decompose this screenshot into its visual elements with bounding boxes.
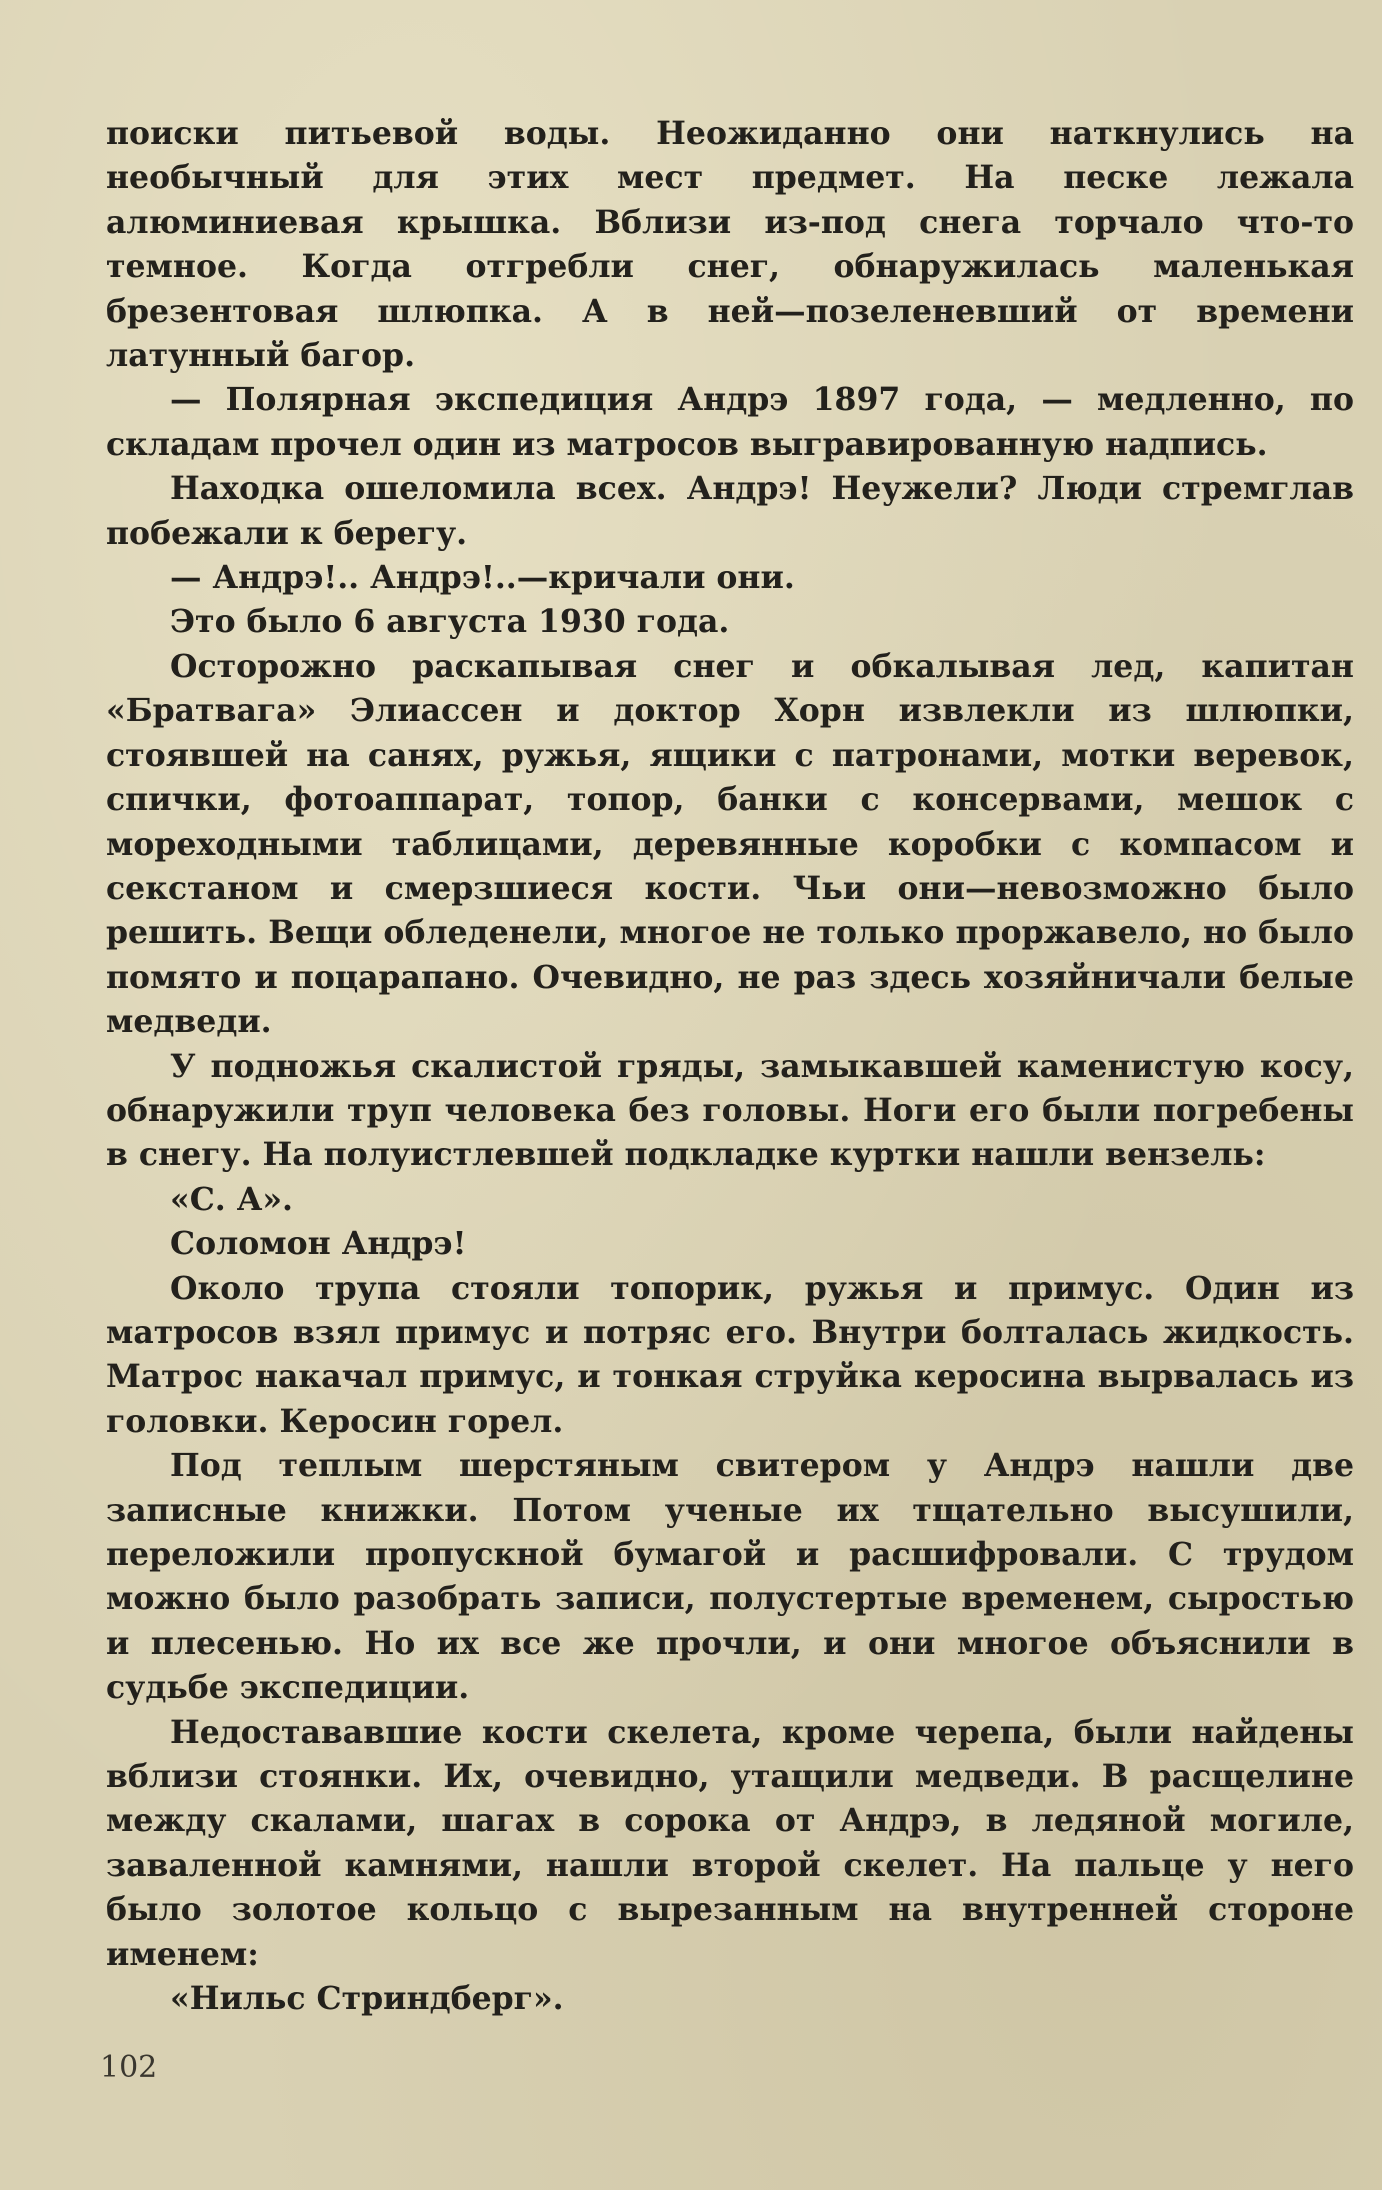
page-number: 102	[100, 2050, 158, 2085]
paragraph-4: — Андрэ!.. Андрэ!..—кричали они.	[170, 559, 795, 597]
paragraph-12: Недостававшие кости скелета, кроме черепа, были найдены вблизи стоянки. Их, очевидно, утащили медведи. В расщелине между скалами, шагах в сорока от Андрэ, в ледяной могиле, заваленной камнями, нашли второй скелет. На пальце у него было золотое кольцо с вырезанным на внутренней стороне именем:	[106, 1713, 1354, 1973]
page-text	[106, 112, 1354, 2021]
paragraph-2: — Полярная экспедиция Андрэ 1897 года, — медленно, по складам прочел один из матросов выгравированную надпись.	[106, 381, 1354, 463]
paragraph-6: Осторожно раскапывая снег и обкалывая лед, капитан «Братвага» Элиассен и доктор Хорн извлекли из шлюпки, стоявшей на санях, ружья, ящики с патронами, мотки веревок, спички, фотоаппарат, топор, банки с консервами, мешок с мореходными таблицами, деревянные коробки с компасом и секстаном и смерзшиеся кости. Чьи они—невозможно было решить. Вещи обледенели, многое не только проржавело, но было помято и поцарапано. Очевидно, не раз здесь хозяйничали белые медведи.	[106, 647, 1354, 1041]
paragraph-3: Находка ошеломила всех. Андрэ! Неужели? Люди стремглав побежали к берегу.	[106, 470, 1354, 552]
paragraph-1: поиски питьевой воды. Неожиданно они наткнулись на необычный для этих мест предмет. На песке лежала алюминиевая крышка. Вблизи из-под снега торчало что-то темное. Когда отгребли снег, обнаружилась маленькая брезентовая шлюпка. А в ней—позеленевший от времени латунный багор.	[106, 115, 1354, 375]
paragraph-7: У подножья скалистой гряды, замыкавшей каменистую косу, обнаружили труп человека без головы. Ноги его были погребены в снегу. На полуистлевшей подкладке куртки нашли вензель:	[106, 1047, 1354, 1174]
paragraph-11: Под теплым шерстяным свитером у Андрэ нашли две записные книжки. Потом ученые их тщательно высушили, переложили пропускной бумагой и расшифровали. С трудом можно было разобрать записи, полустертые временем, сыростью и плесенью. Но их все же прочли, и они многое объяснили в судьбе экспедиции.	[106, 1447, 1354, 1707]
paragraph-8: «С. А».	[170, 1180, 294, 1218]
paragraph-10: Около трупа стояли топорик, ружья и примус. Один из матросов взял примус и потряс его. Внутри болталась жидкость. Матрос накачал примус, и тонкая струйка керосина вырвалась из головки. Керосин горел.	[106, 1269, 1354, 1440]
paragraph-13: «Нильс Стриндберг».	[170, 1980, 564, 2018]
paragraph-5: Это было 6 августа 1930 года.	[170, 603, 730, 641]
paragraph-9: Соломон Андрэ!	[170, 1225, 467, 1263]
